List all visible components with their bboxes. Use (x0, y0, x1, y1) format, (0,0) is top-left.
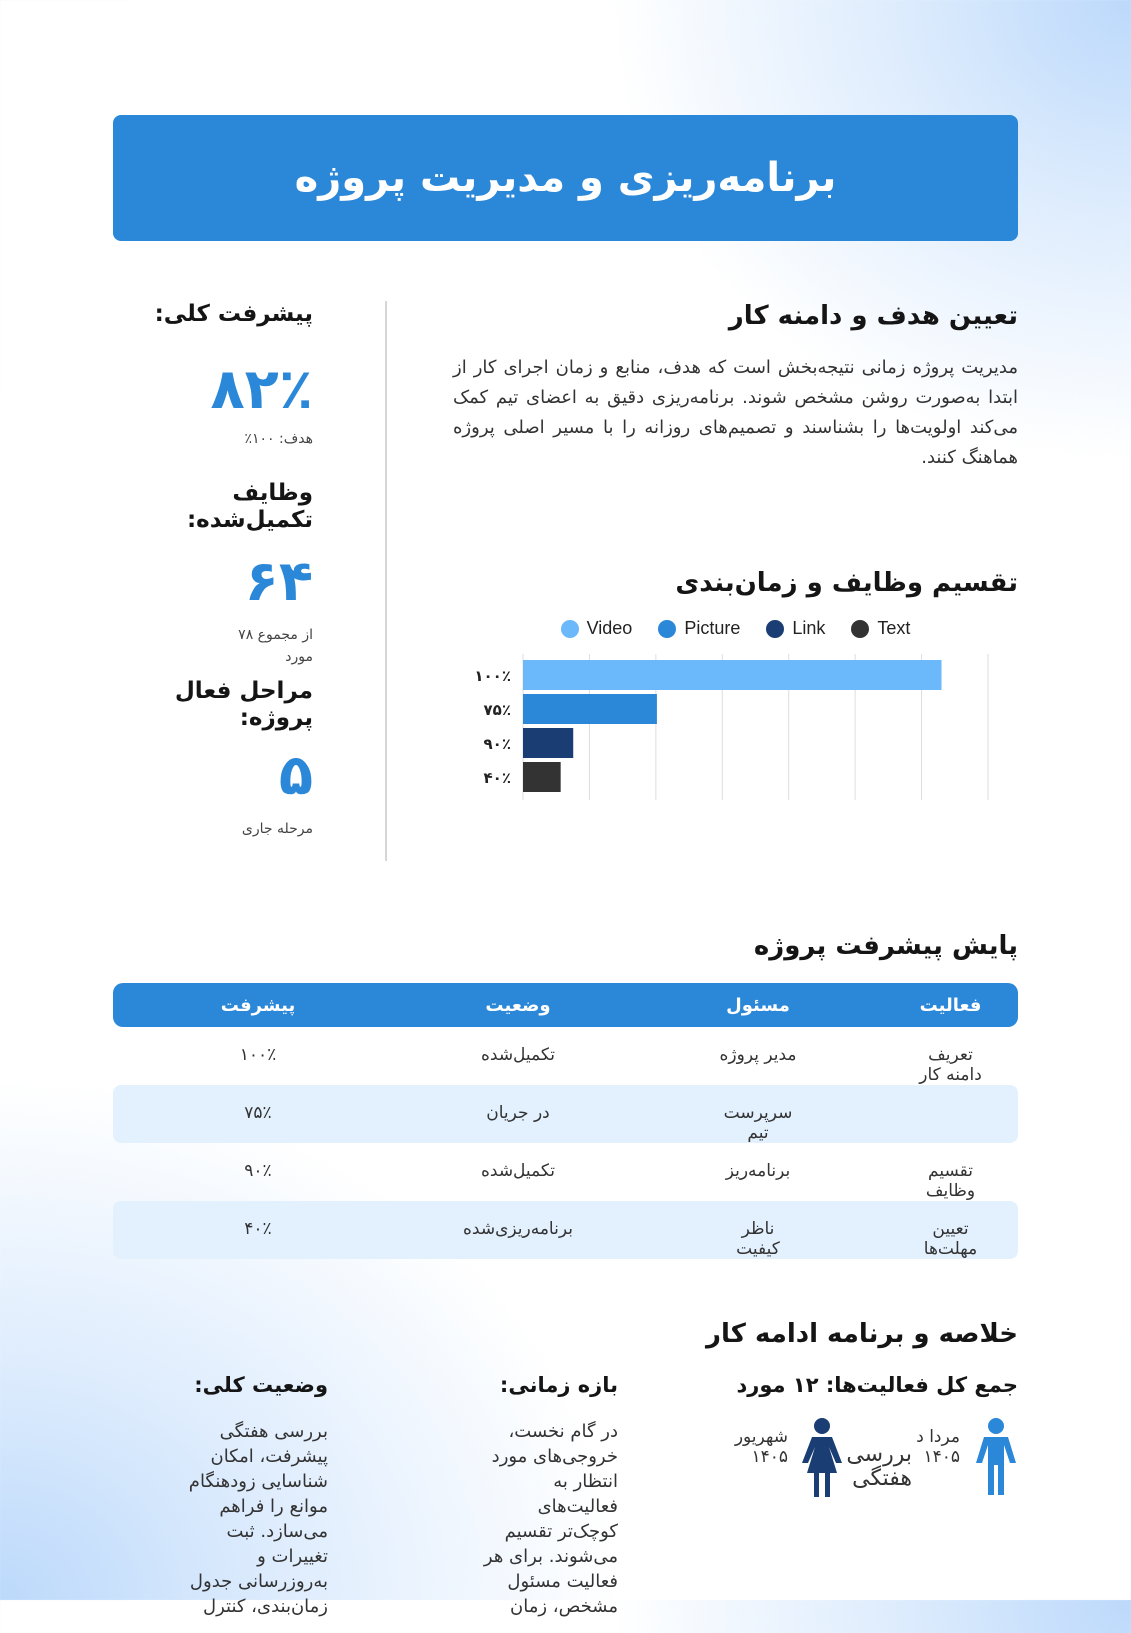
chart-bar (523, 694, 657, 724)
summary-period (473, 1373, 618, 1619)
status-text: بررسی هفتگی پیشرفت، امکان شناسایی زودهنگام موانع را فراهم می‌سازد. ثبت تغییرات و به‌روزرسانی جدول زمان‌بندی، کنترل (188, 1421, 328, 1617)
active-phases-value: ۵ (278, 743, 313, 808)
cell-activity (883, 1085, 1018, 1143)
legend-dot-text (851, 620, 869, 638)
chart-bar (523, 762, 561, 792)
overall-progress-value: ۸۲٪ (210, 357, 313, 422)
summary-status (168, 1373, 328, 1619)
completed-tasks-note: از مجموع ۷۸ مورد (238, 627, 313, 665)
cell-status: در جریان (403, 1085, 633, 1143)
cell-owner (633, 1201, 883, 1259)
cell-owner-text: مدیر پروژه (719, 1045, 797, 1065)
progress-heading: پایش پیشرفت پروژه (753, 931, 1018, 961)
legend-label-video: Video (586, 618, 633, 638)
cell-progress: ۷۵٪ (113, 1085, 403, 1143)
goal-text: مدیریت پروژه زمانی نتیجه‌بخش است که هدف، منابع و زمان اجرای کار از ابتدا به‌صورت روشن مشخص شوند. برنامه‌ریزی دقیق به اعضای تیم کمک می‌کند اولویت‌ها را بشناسند و تصمیم‌های روزانه را با مسیر اصلی پروژه هماهنگ کنند. (453, 357, 1018, 468)
legend-dot-video (561, 620, 579, 638)
col-header-status: وضعیت (403, 983, 633, 1027)
title-banner (113, 115, 1018, 241)
cell-progress: ۹۰٪ (244, 1161, 272, 1181)
cell-status: تکمیل‌شده (480, 1045, 556, 1065)
cell-owner (633, 1027, 883, 1085)
summary-heading: خلاصه و برنامه ادامه کار (706, 1319, 1018, 1349)
period-heading: بازه زمانی: (499, 1373, 618, 1397)
cell-owner (633, 1143, 883, 1201)
summary-section (113, 1373, 1018, 1633)
legend-label-link: Link (792, 618, 826, 638)
page (113, 115, 1018, 1633)
chart-tick-label: ۴۰٪ (483, 769, 511, 787)
legend-item-picture (658, 618, 740, 639)
chart-tick-label: ۱۰۰٪ (474, 667, 511, 685)
progress-table (113, 983, 1018, 1259)
active-phases-note: مرحله جاری (241, 821, 313, 837)
bar-chart (453, 658, 1018, 808)
cell-owner-text: برنامه‌ریز (725, 1161, 791, 1181)
cell-activity (883, 1027, 1018, 1085)
legend-label-picture: Picture (684, 618, 741, 638)
cell-owner-text: ناظر کیفیت (736, 1219, 780, 1259)
cell-activity-text: تعریف دامنه کار (919, 1045, 982, 1085)
completed-tasks-label: وظایف تکمیل‌شده: (186, 480, 313, 533)
person-icon (800, 1417, 844, 1497)
col-header-owner: مسئول (633, 983, 883, 1027)
person-icon (974, 1417, 1018, 1497)
column-divider (385, 301, 387, 861)
cell-activity-text: تقسیم وظایف (925, 1161, 976, 1201)
cell-activity-text: تعیین مهلت‌ها (923, 1219, 978, 1259)
table-header-row (113, 983, 1018, 1027)
table-row (113, 1085, 1018, 1143)
overall-progress-note: هدف: ۱۰۰٪ (244, 431, 313, 447)
overall-progress-label: پیشرفت کلی: (154, 301, 313, 327)
goal-heading: تعیین هدف و دامنه کار (728, 301, 1018, 331)
cell-status: برنامه‌ریزی‌شده (403, 1201, 633, 1259)
table-row (113, 1201, 1018, 1259)
main-column (453, 301, 1018, 818)
legend-item-text (851, 618, 910, 639)
legend-label-text: Text (877, 618, 911, 638)
cell-owner (633, 1085, 883, 1143)
legend-dot-picture (658, 620, 676, 638)
summary-totals (728, 1373, 1018, 1517)
chart-bar (523, 728, 573, 758)
chart-bar (523, 660, 942, 690)
legend-item-link (766, 618, 825, 639)
cell-status: تکمیل‌شده (480, 1161, 556, 1181)
completed-tasks-value: ۶۴ (244, 549, 313, 614)
chart-area (453, 618, 1018, 818)
chart-tick-label: ۹۰٪ (483, 735, 511, 753)
cell-owner-text: سرپرست تیم (723, 1103, 793, 1143)
cell-activity (883, 1201, 1018, 1259)
col-header-progress: پیشرفت (113, 983, 403, 1027)
chart-legend (453, 618, 1018, 639)
cell-progress: ۴۰٪ (113, 1201, 403, 1259)
people-figures (728, 1417, 1018, 1517)
status-heading: وضعیت کلی: (194, 1373, 328, 1397)
chart-heading: تقسیم وظایف و زمان‌بندی (675, 568, 1018, 598)
legend-dot-link (766, 620, 784, 638)
cell-progress: ۱۰۰٪ (239, 1045, 277, 1065)
table-row (113, 1027, 1018, 1085)
total-activities-label: جمع کل فعالیت‌ها: ۱۲ مورد (736, 1373, 1018, 1397)
active-phases-label: مراحل فعال پروژه: (174, 678, 313, 731)
person2-date: شهریور ۱۴۰۵ (734, 1427, 788, 1467)
col-header-activity: فعالیت (883, 983, 1018, 1027)
person1-date: مردا د ۱۴۰۵ (916, 1427, 960, 1467)
person1-overlay-text: بررسی هفتگی (846, 1442, 912, 1491)
chart-tick-label: ۷۵٪ (483, 701, 511, 719)
period-text: در گام نخست، خروجی‌های مورد انتظار به فعالیت‌های کوچک‌تر تقسیم می‌شوند. برای هر فعالیت مسئول مشخص، زمان (483, 1421, 618, 1617)
cell-activity (883, 1143, 1018, 1201)
legend-item-video (561, 618, 633, 639)
page-title: برنامه‌ریزی و مدیریت پروژه (294, 155, 837, 201)
top-section (113, 301, 1018, 931)
stats-column (113, 301, 313, 840)
table-row (113, 1143, 1018, 1201)
